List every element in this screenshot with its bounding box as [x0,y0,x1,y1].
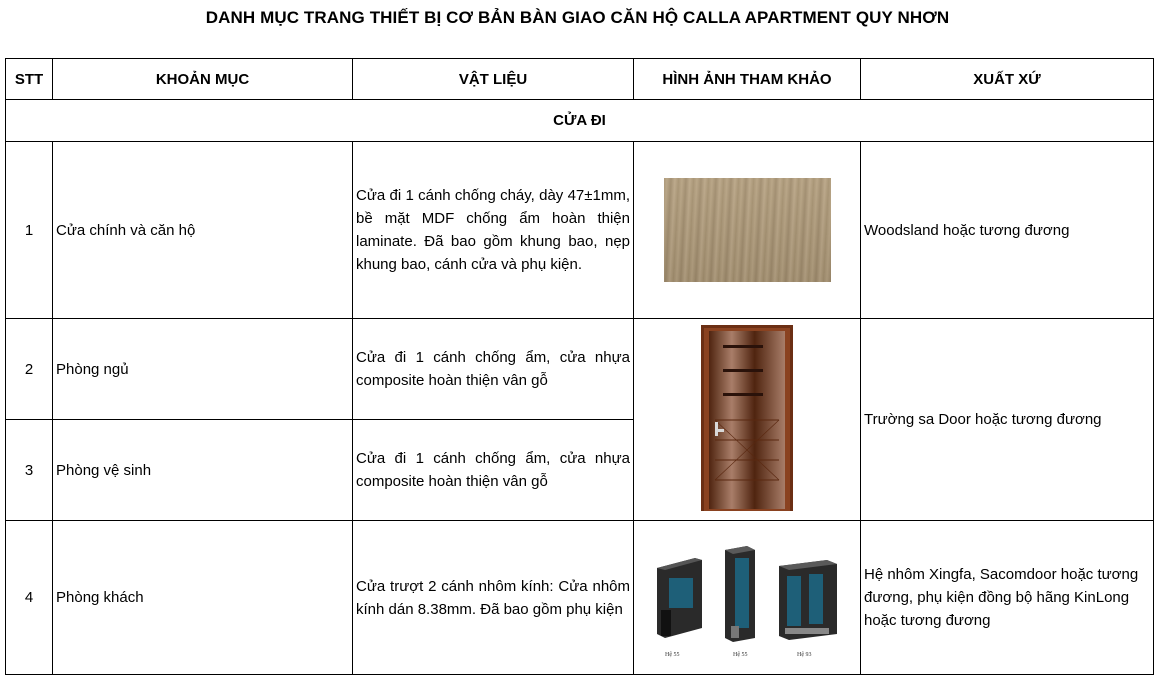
profile-caption: Hệ 93 [797,651,812,658]
header-material: VẬT LIỆU [353,59,634,100]
row-item: Phòng vệ sinh [53,420,353,521]
row-material: Cửa đi 1 cánh chống cháy, dày 47±1mm, bề mặt MDF chống ẩm hoàn thiện laminate. Đã bao gồm khung bao, nẹp khung bao, cánh cửa và phụ kiện. [353,142,634,319]
row-item: Cửa chính và căn hộ [53,142,353,319]
row-image [634,521,861,675]
row-item: Phòng khách [53,521,353,675]
section-title: CỬA ĐI [6,100,1154,142]
page-title: DANH MỤC TRANG THIẾT BỊ CƠ BẢN BÀN GIAO CĂN HỘ CALLA APARTMENT QUY NHƠN [205,8,950,27]
row-origin: Trường sa Door hoặc tương đương [861,319,1154,521]
row-material: Cửa đi 1 cánh chống ẩm, cửa nhựa composite hoàn thiện vân gỗ [353,319,634,420]
header-item: KHOẢN MỤC [53,59,353,100]
section-row [6,100,1154,142]
row-material: Cửa trượt 2 cánh nhôm kính: Cửa nhôm kính dán 8.38mm. Đã bao gồm phụ kiện [353,521,634,675]
row-item: Phòng ngủ [53,319,353,420]
header-stt: STT [6,59,53,100]
row-material: Cửa đi 1 cánh chống ẩm, cửa nhựa composite hoàn thiện vân gỗ [353,420,634,521]
row-image [634,319,861,521]
row-image [634,142,861,319]
row-stt: 2 [6,319,53,420]
row-stt: 1 [6,142,53,319]
wooden-door-image [701,325,793,511]
row-origin: Woodsland hoặc tương đương [861,142,1154,319]
row-stt: 4 [6,521,53,675]
profile-caption: Hệ 55 [733,651,748,658]
header-image: HÌNH ẢNH THAM KHẢO [634,59,861,100]
header-row [6,59,1154,100]
table-row [6,319,1154,420]
table-row [6,142,1154,319]
aluminum-profiles-image [647,538,847,658]
row-stt: 3 [6,420,53,521]
table-row [6,521,1154,675]
row-origin: Hệ nhôm Xingfa, Sacomdoor hoặc tương đương, phụ kiện đồng bộ hãng KinLong hoặc tương đương [861,521,1154,675]
wood-laminate-image [664,178,831,282]
header-origin: XUẤT XỨ [861,59,1154,100]
equipment-table [5,58,1154,675]
profile-caption: Hệ 55 [665,651,680,658]
